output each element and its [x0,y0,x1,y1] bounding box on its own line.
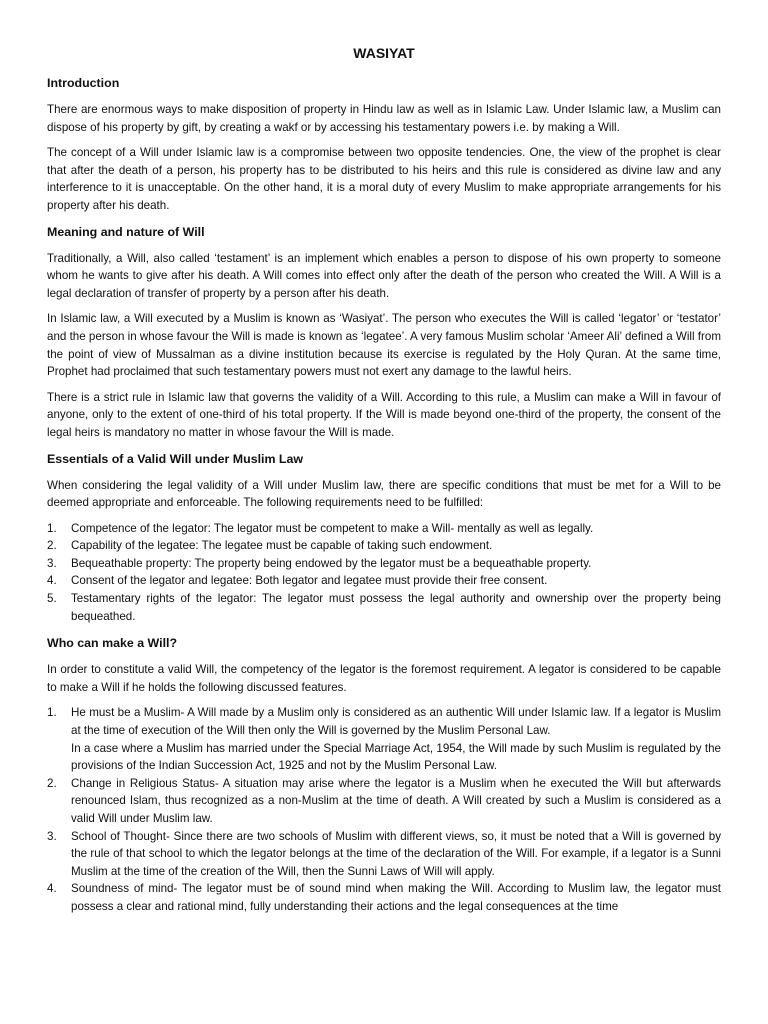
document-title: WASIYAT [353,45,415,61]
section-heading-essentials: Essentials of a Valid Will under Muslim Law [47,451,304,466]
section-heading-meaning: Meaning and nature of Will [47,224,205,239]
list-item-text: Bequeathable property: The property being endowed by the legator must be a bequeathable property. [71,556,592,570]
paragraph: The concept of a Will under Islamic law is a compromise between two opposite tendencies. One, the view of the prophet is clear that after the death of a person, his property has to be distributed to his heirs and this rule is considered as divine law and any interference to it is unacceptable. On the other hand, it is a moral duty of every Muslim to make appropriate arrangements for his property after his death. [47,146,721,212]
list-number: 1. [47,521,57,535]
paragraph: There is a strict rule in Islamic law that governs the validity of a Will. According to this rule, a Muslim can make a Will in favour of anyone, only to the extent of one-third of his total property. If the Will is made beyond one-third of the property, the consent of the legal heirs is mandatory no matter in whose favour the Will is made. [47,390,721,439]
list-item [47,537,721,555]
list-item-text: Competence of the legator: The legator must be competent to make a Will- mentally as well as legally. [71,521,594,535]
list-item [47,520,721,538]
list-item [47,828,721,881]
paragraph: In order to constitute a valid Will, the competency of the legator is the foremost requirement. A legator is considered to be capable to make a Will if he holds the following discussed features. [47,663,721,694]
list-item-note: In a case where a Muslim has married under the Special Marriage Act, 1954, the Will made by such Muslim is regulated by the provisions of the Indian Succession Act, 1925 and not by the Muslim Personal Law. [71,741,721,773]
paragraph: In Islamic law, a Will executed by a Muslim is known as ‘Wasiyat’. The person who executes the Will is called ‘legator’ or ‘testator’ and the person in whose favour the Will is made is known as ‘legatee’. A very famous Muslim scholar ‘Ameer Ali’ defined a Will from the point of view of Mussalman as a divine institution because its exercise is regulated by the Holy Quran. At the same time, Prophet had proclaimed that such testamentary powers must not exert any damage to the lawful heirs. [47,312,721,379]
list-item-text: Soundness of mind- The legator must be of sound mind when making the Will. According to Muslim law, the legator must possess a clear and rational mind, fully understanding their actions and the legal consequences at the time [71,882,721,913]
list-item-text: Change in Religious Status- A situation may arise where the legator is a Muslim when he executed the Will but afterwards renounced Islam, thus recognized as a non-Muslim at the time of death. A Will created by such a Muslim is considered as a valid Will under Muslim law. [71,776,721,825]
list-item-text: He must be a Muslim- A Will made by a Muslim only is considered as an authentic Will under Islamic law. If a legator is Muslim at the time of execution of the Will then only the Will is governed by the Muslim Personal Law. [71,706,721,738]
list-number: 5. [47,592,57,606]
list-number: 3. [47,829,57,843]
list-item [47,572,721,590]
section-heading-who-can-make-will: Who can make a Will? [47,636,178,651]
list-number: 2. [47,776,57,790]
section-heading-introduction: Introduction [47,76,120,90]
list-item-text: Consent of the legator and legatee: Both legator and legatee must provide their free consent. [71,574,548,588]
list-item-text: Testamentary rights of the legator: The legator must possess the legal authority and ownership over the property being bequeathed. [71,592,721,623]
list-number: 3. [47,556,57,570]
paragraph: When considering the legal validity of a Will under Muslim law, there are specific conditions that must be met for a Will to be deemed appropriate and enforceable. The following requirements need to be fulfilled: [47,478,721,510]
list-item [47,555,721,573]
list-item-text: School of Thought- Since there are two schools of Muslim with different views, so, it must be noted that a Will is governed by the rule of that school to which the legator belongs at the time of the declaration of the Will. For example, if a legator is a Sunni Muslim at the time of the creation of the Will, then the Sunni Laws of Will will apply. [71,829,721,878]
list-item [47,704,721,774]
paragraph: Traditionally, a Will, also called ‘testament’ is an implement which enables a person to dispose of his own property to someone whom he wants to give after his death. A Will comes into effect only after the death of the person who created the Will. A Will is a legal declaration of transfer of property by a person after his death. [47,251,721,300]
paragraph: There are enormous ways to make disposition of property in Hindu law as well as in Islamic Law. Under Islamic law, a Muslim can dispose of his property by gift, by creating a wakf or by accessing his testamentary powers i.e. by making a Will. [47,103,721,134]
essentials-list [47,520,721,626]
list-number: 4. [47,882,57,896]
list-number: 2. [47,539,57,553]
list-item [47,590,721,625]
list-number: 4. [47,574,57,588]
list-number: 1. [47,706,57,720]
list-item [47,775,721,828]
list-item [47,880,721,915]
list-item-text: Capability of the legatee: The legatee must be capable of taking such endowment. [71,539,493,553]
who-list [47,704,721,915]
